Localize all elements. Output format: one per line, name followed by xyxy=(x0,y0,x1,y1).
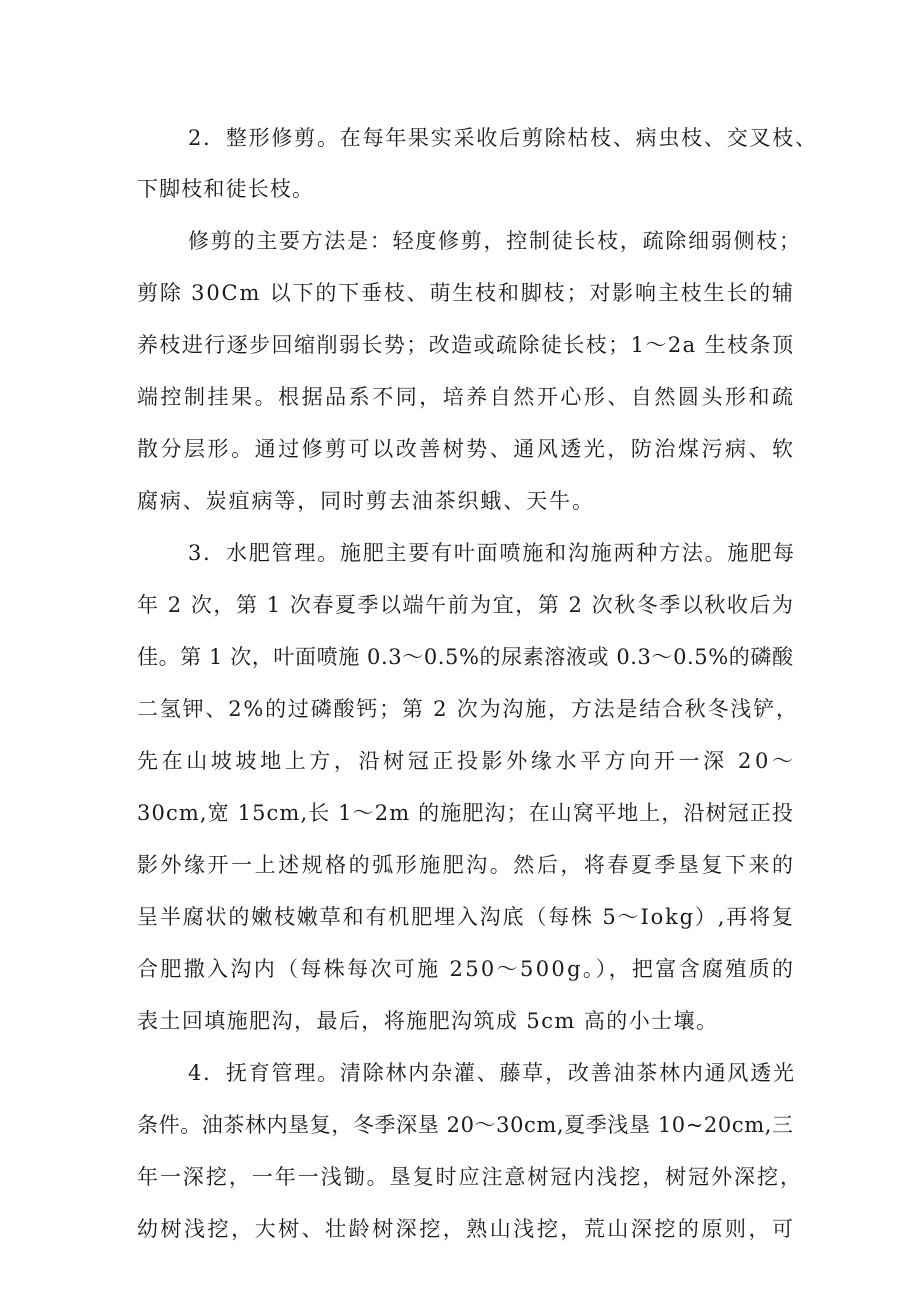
para-2b-line-3: 养枝进行逐步回缩削弱长势；改造或疏除徒长枝；1～2a 生枝条顶 xyxy=(137,333,795,357)
para-4-line-1: 4．抚育管理。清除林内杂灌、藤草，改善油茶林内通风透光 xyxy=(188,1061,796,1085)
para-3-line-7: 影外缘开一上述规格的弧形施肥沟。然后，将春夏季垦复下来的 xyxy=(137,853,796,877)
para-2b-line-1: 修剪的主要方法是：轻度修剪，控制徒长枝，疏除细弱侧枝； xyxy=(188,229,802,253)
para-3-line-10: 表土回填施肥沟，最后，将施肥沟筑成 5cm 高的小士壤。 xyxy=(137,1009,719,1033)
para-4-line-4: 幼树浅挖，大树、壮龄树深挖，熟山浅挖，荒山深挖的原则，可 xyxy=(137,1217,796,1241)
para-3-line-4: 二氢钾、2%的过磷酸钙；第 2 次为沟施，方法是结合秋冬浅铲， xyxy=(137,697,799,721)
para-3-line-6: 30cm,宽 15cm,长 1～2m 的施肥沟；在山窝平地上，沿树冠正投 xyxy=(137,801,795,825)
para-2b-line-2: 剪除 30Cm 以下的下垂枝、萌生枝和脚枝；对影响主枝生长的辅 xyxy=(137,281,795,305)
para-3-line-9: 合肥撒入沟内（每株每次可施 250～500g。），把富含腐殖质的 xyxy=(137,957,796,981)
para-2b-line-5: 散分层形。通过修剪可以改善树势、通风透光，防治煤污病、软 xyxy=(137,437,796,461)
para-2b-line-6: 腐病、炭疽病等，同时剪去油茶织蛾、天牛。 xyxy=(137,489,595,513)
para-3-line-2: 年 2 次，第 1 次春夏季以端午前为宜，第 2 次秋冬季以秋收后为 xyxy=(137,593,795,617)
para-2-line-2: 下脚枝和徒长枝。 xyxy=(137,177,315,201)
para-4-line-3: 年一深挖，一年一浅锄。垦复时应注意树冠内浅挖，树冠外深挖， xyxy=(137,1165,803,1189)
para-3-line-1: 3．水肥管理。施肥主要有叶面喷施和沟施两种方法。施肥每 xyxy=(188,541,796,565)
para-4-line-2: 条件。油茶林内垦复，冬季深垦 20～30cm,夏季浅垦 10~20cm,三 xyxy=(137,1113,794,1137)
para-3-line-8: 呈半腐状的嫩枝嫩草和有机肥埋入沟底（每株 5～Iokg）,再将复 xyxy=(137,905,795,929)
para-2-line-1: 2．整形修剪。在每年果实采收后剪除枯枝、病虫枝、交叉枝、 xyxy=(188,126,818,150)
para-3-line-5: 先在山坡坡地上方，沿树冠正投影外缘水平方向开一深 20～ xyxy=(137,749,797,773)
para-3-line-3: 佳。第 1 次，叶面喷施 0.3～0.5%的尿素溶液或 0.3～0.5%的磷酸 xyxy=(137,645,794,669)
para-2b-line-4: 端控制挂果。根据品系不同，培养自然开心形、自然圆头形和疏 xyxy=(137,385,796,409)
